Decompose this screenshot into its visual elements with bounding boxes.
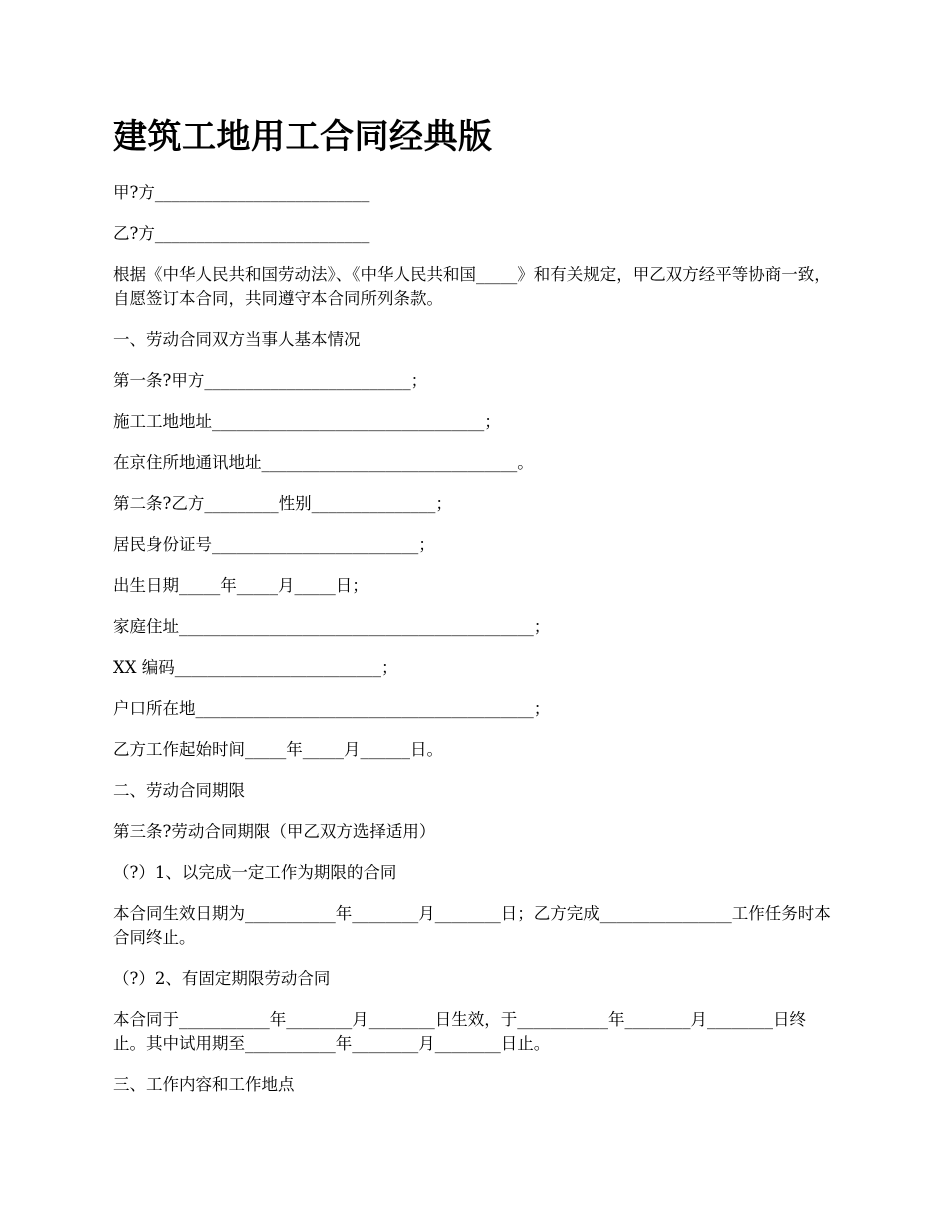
paragraph: 出生日期_____年_____月_____日；: [113, 576, 369, 595]
paragraph: 三、工作内容和工作地点: [113, 1075, 295, 1094]
paragraph: （?）2、有固定期限劳动合同: [113, 969, 331, 988]
paragraph: 甲?方__________________________: [113, 183, 370, 202]
paragraph: 第二条?乙方_________性别_______________；: [113, 494, 452, 513]
paragraph: 乙方工作起始时间_____年_____月______日。: [113, 740, 443, 759]
paragraph: 根据《中华人民共和国劳动法》、《中华人民共和国_____》和有关规定，甲乙双方经平等协商一致，自愿签订本合同，共同遵守本合同所列条款。: [113, 265, 831, 308]
paragraph: 一、劳动合同双方当事人基本情况: [113, 330, 361, 349]
paragraph: 家庭住址___________________________________________；: [113, 617, 551, 636]
paragraph: 本合同于___________年________月________日生效，于___________年________月________日终止。其中试用期至___________年________月________日止。: [113, 1010, 806, 1053]
paragraph: 本合同生效日期为___________年________月________日；乙方完成________________工作任务时本合同终止。: [113, 904, 831, 947]
paragraph: 二、劳动合同期限: [113, 781, 245, 800]
paragraph: （?）1、以完成一定工作为期限的合同: [113, 863, 397, 882]
paragraph: 施工工地地址_________________________________；: [113, 412, 501, 431]
paragraph: 居民身份证号_________________________；: [113, 535, 435, 554]
document-title: 建筑工地用工合同经典版: [113, 117, 493, 157]
paragraph: XX 编码_________________________；: [113, 658, 398, 677]
paragraph: 乙?方__________________________: [113, 224, 370, 243]
paragraph: 第三条?劳动合同期限（甲乙双方选择适用）: [113, 822, 436, 841]
document-body: [113, 181, 835, 1114]
paragraph: 第一条?甲方_________________________；: [113, 371, 428, 390]
paragraph: 户口所在地_________________________________________；: [113, 699, 551, 718]
paragraph: 在京住所地通讯地址_______________________________。: [113, 453, 534, 472]
